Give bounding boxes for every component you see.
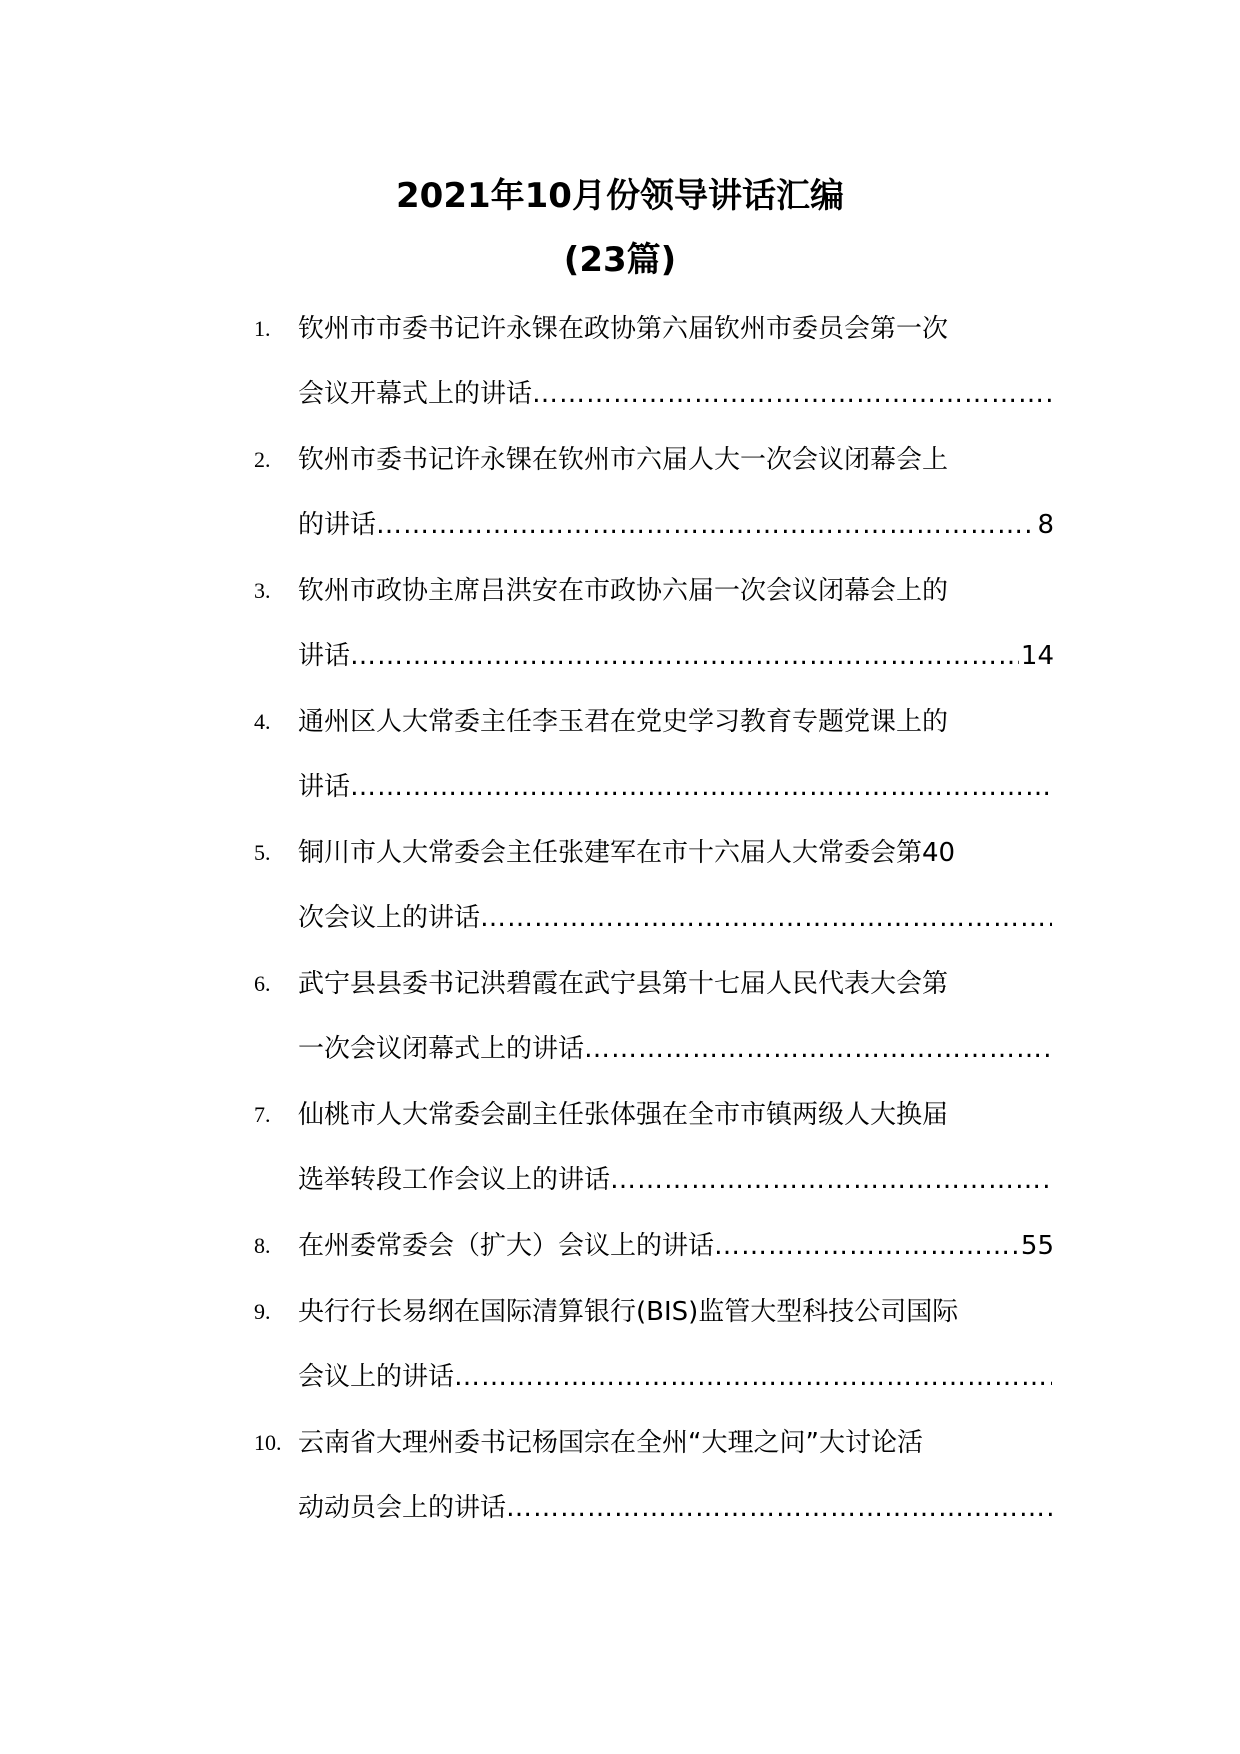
toc-entry-number: 6. [254,971,271,996]
toc-entry-title-tail: 的讲话 [298,510,377,540]
toc-entry-title-line2 [298,475,1054,563]
document-title: 2021年10月份领导讲话汇编 [396,176,844,216]
toc-entry[interactable] [254,959,1054,1087]
toc-entry-number: 7. [254,1102,271,1127]
toc-entry-title-line2 [298,606,1054,694]
toc-entry-title-line1: 通州区人大常委主任李玉君在党史学习教育专题党课上的 [298,707,949,737]
toc-dot-leader [584,1034,1052,1064]
toc-entry-title-tail: 一次会议闭幕式上的讲话 [298,1034,585,1064]
toc-entry-title-line2 [298,999,1054,1087]
toc-dot-leader [350,772,1052,802]
toc-entry-title-line1: 武宁县县委书记洪碧霞在武宁县第十七届人民代表大会第 [298,969,949,999]
toc-entry-number: 5. [254,840,271,865]
toc-entry-title-tail: 次会议上的讲话 [298,903,481,933]
toc-dot-leader [610,1165,1052,1195]
toc-dot-leader [714,1231,1019,1261]
toc-entry-title-line2 [298,1327,1054,1415]
toc-entry[interactable] [254,828,1054,956]
toc-entry[interactable] [254,1287,1054,1415]
toc-entry-number: 4. [254,709,271,734]
toc-entry-title-tail: 在州委常委会（扩大）会议上的讲话 [298,1231,715,1261]
toc-dot-leader [480,903,1052,933]
toc-entry-title-line1: 云南省大理州委书记杨国宗在全州“大理之问”大讨论活 [298,1428,923,1458]
toc-entry-title-line2 [298,737,1054,825]
toc-entry-title-line1: 钦州市市委书记许永锞在政协第六届钦州市委员会第一次 [298,314,949,344]
toc-entry-title-tail: 讲话 [298,641,351,671]
document-subtitle-count: (23篇) [563,240,677,280]
toc-page-number: 14 [1020,641,1054,671]
toc-entry-number: 3. [254,578,271,603]
toc-entry[interactable] [254,435,1054,563]
toc-entry-title-line1: 钦州市委书记许永锞在钦州市六届人大一次会议闭幕会上 [298,445,949,475]
toc-dot-leader [532,379,1052,409]
toc-entry-number: 10. [254,1430,282,1455]
toc-entry-title-line1: 仙桃市人大常委会副主任张体强在全市市镇两级人大换届 [298,1100,949,1130]
toc-dot-leader [350,641,1019,671]
toc-entry-title-tail: 会议开幕式上的讲话 [298,379,533,409]
toc-entry-title-line2 [298,344,1054,432]
toc-entry[interactable] [254,1221,1054,1284]
toc-entry-number: 1. [254,316,271,341]
toc-entry-title-tail: 选举转段工作会议上的讲话 [298,1165,611,1195]
toc-entry-title-line2 [298,1130,1054,1218]
toc-entry-number: 9. [254,1299,271,1324]
toc-entry-title-line1: 铜川市人大常委会主任张建军在市十六届人大常委会第40 [298,838,956,868]
toc-entry[interactable] [254,304,1054,432]
toc-page-number: 55 [1020,1231,1054,1261]
toc-entry[interactable] [254,1418,1054,1546]
toc-entry-number: 2. [254,447,271,472]
toc-entry[interactable] [254,697,1054,825]
toc-entry-title-tail: 动动员会上的讲话 [298,1493,507,1523]
toc-entry-title-line2 [298,868,1054,956]
toc-entry-title-line2 [298,1458,1054,1546]
toc-entry-title-tail: 会议上的讲话 [298,1362,455,1392]
toc-entry[interactable] [254,566,1054,694]
toc-entry-title-tail: 讲话 [298,772,351,802]
toc-dot-leader [506,1493,1052,1523]
toc-entry[interactable] [254,1090,1054,1218]
toc-entry-number: 8. [254,1233,271,1258]
toc-page-number: 8 [1037,510,1054,540]
table-of-contents [254,304,1054,1549]
toc-entry-title-line1: 钦州市政协主席吕洪安在市政协六届一次会议闭幕会上的 [298,576,949,606]
toc-dot-leader [376,510,1035,540]
toc-dot-leader [454,1362,1052,1392]
toc-entry-title-line1: 央行行长易纲在国际清算银行(BIS)监管大型科技公司国际 [298,1297,959,1327]
toc-entry-title-line2 [298,1221,1054,1284]
